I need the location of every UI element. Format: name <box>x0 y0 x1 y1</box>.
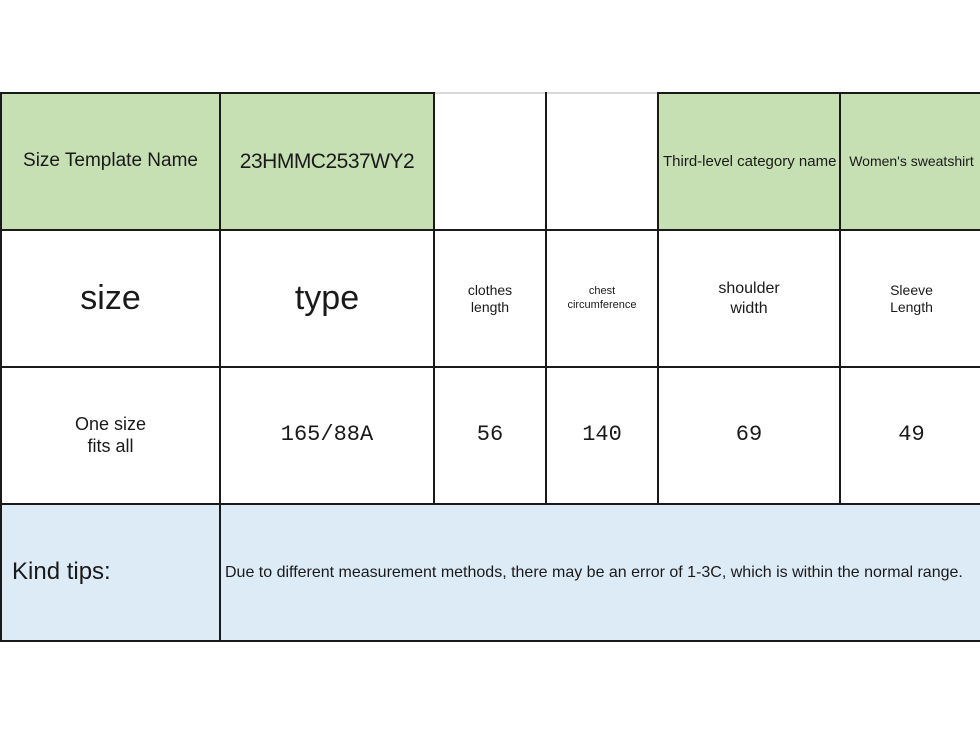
tips-text: Due to different measurement methods, there may be an error of 1-3C, which is within the normal range. <box>220 504 980 641</box>
size-value-line: One size <box>74 413 147 434</box>
size-column-header: size <box>1 230 220 367</box>
chest-circumference-value: 140 <box>546 367 658 504</box>
sleeve-length-column-header <box>840 230 980 367</box>
header-line: length <box>470 298 510 315</box>
size-value-line: fits all <box>87 435 134 456</box>
blank-cell <box>434 93 546 230</box>
column-header-row <box>1 230 980 367</box>
type-value: 165/88A <box>220 367 434 504</box>
clothes-length-value: 56 <box>434 367 546 504</box>
header-line: shoulder <box>718 280 780 298</box>
shoulder-width-column-header <box>658 230 840 367</box>
chest-circumference-column-header <box>546 230 658 367</box>
tips-row <box>1 504 980 641</box>
table-row <box>1 367 980 504</box>
tips-label: Kind tips: <box>1 504 220 641</box>
shoulder-width-value: 69 <box>658 367 840 504</box>
header-line: Length <box>890 298 933 315</box>
category-value: Women's sweatshirt <box>840 93 980 230</box>
category-label: Third-level category name <box>658 93 840 230</box>
header-row <box>1 93 980 230</box>
header-line: circumference <box>567 298 637 311</box>
template-code: 23HMMC2537WY2 <box>220 93 434 230</box>
clothes-length-column-header <box>434 230 546 367</box>
sleeve-length-value: 49 <box>840 367 980 504</box>
header-line: chest <box>588 285 616 298</box>
size-chart-table <box>0 92 980 642</box>
size-value <box>1 367 220 504</box>
header-line: clothes <box>467 281 513 298</box>
template-name-label: Size Template Name <box>1 93 220 230</box>
header-line: Sleeve <box>890 281 933 298</box>
type-column-header: type <box>220 230 434 367</box>
blank-cell <box>546 93 658 230</box>
header-line: width <box>730 299 768 317</box>
